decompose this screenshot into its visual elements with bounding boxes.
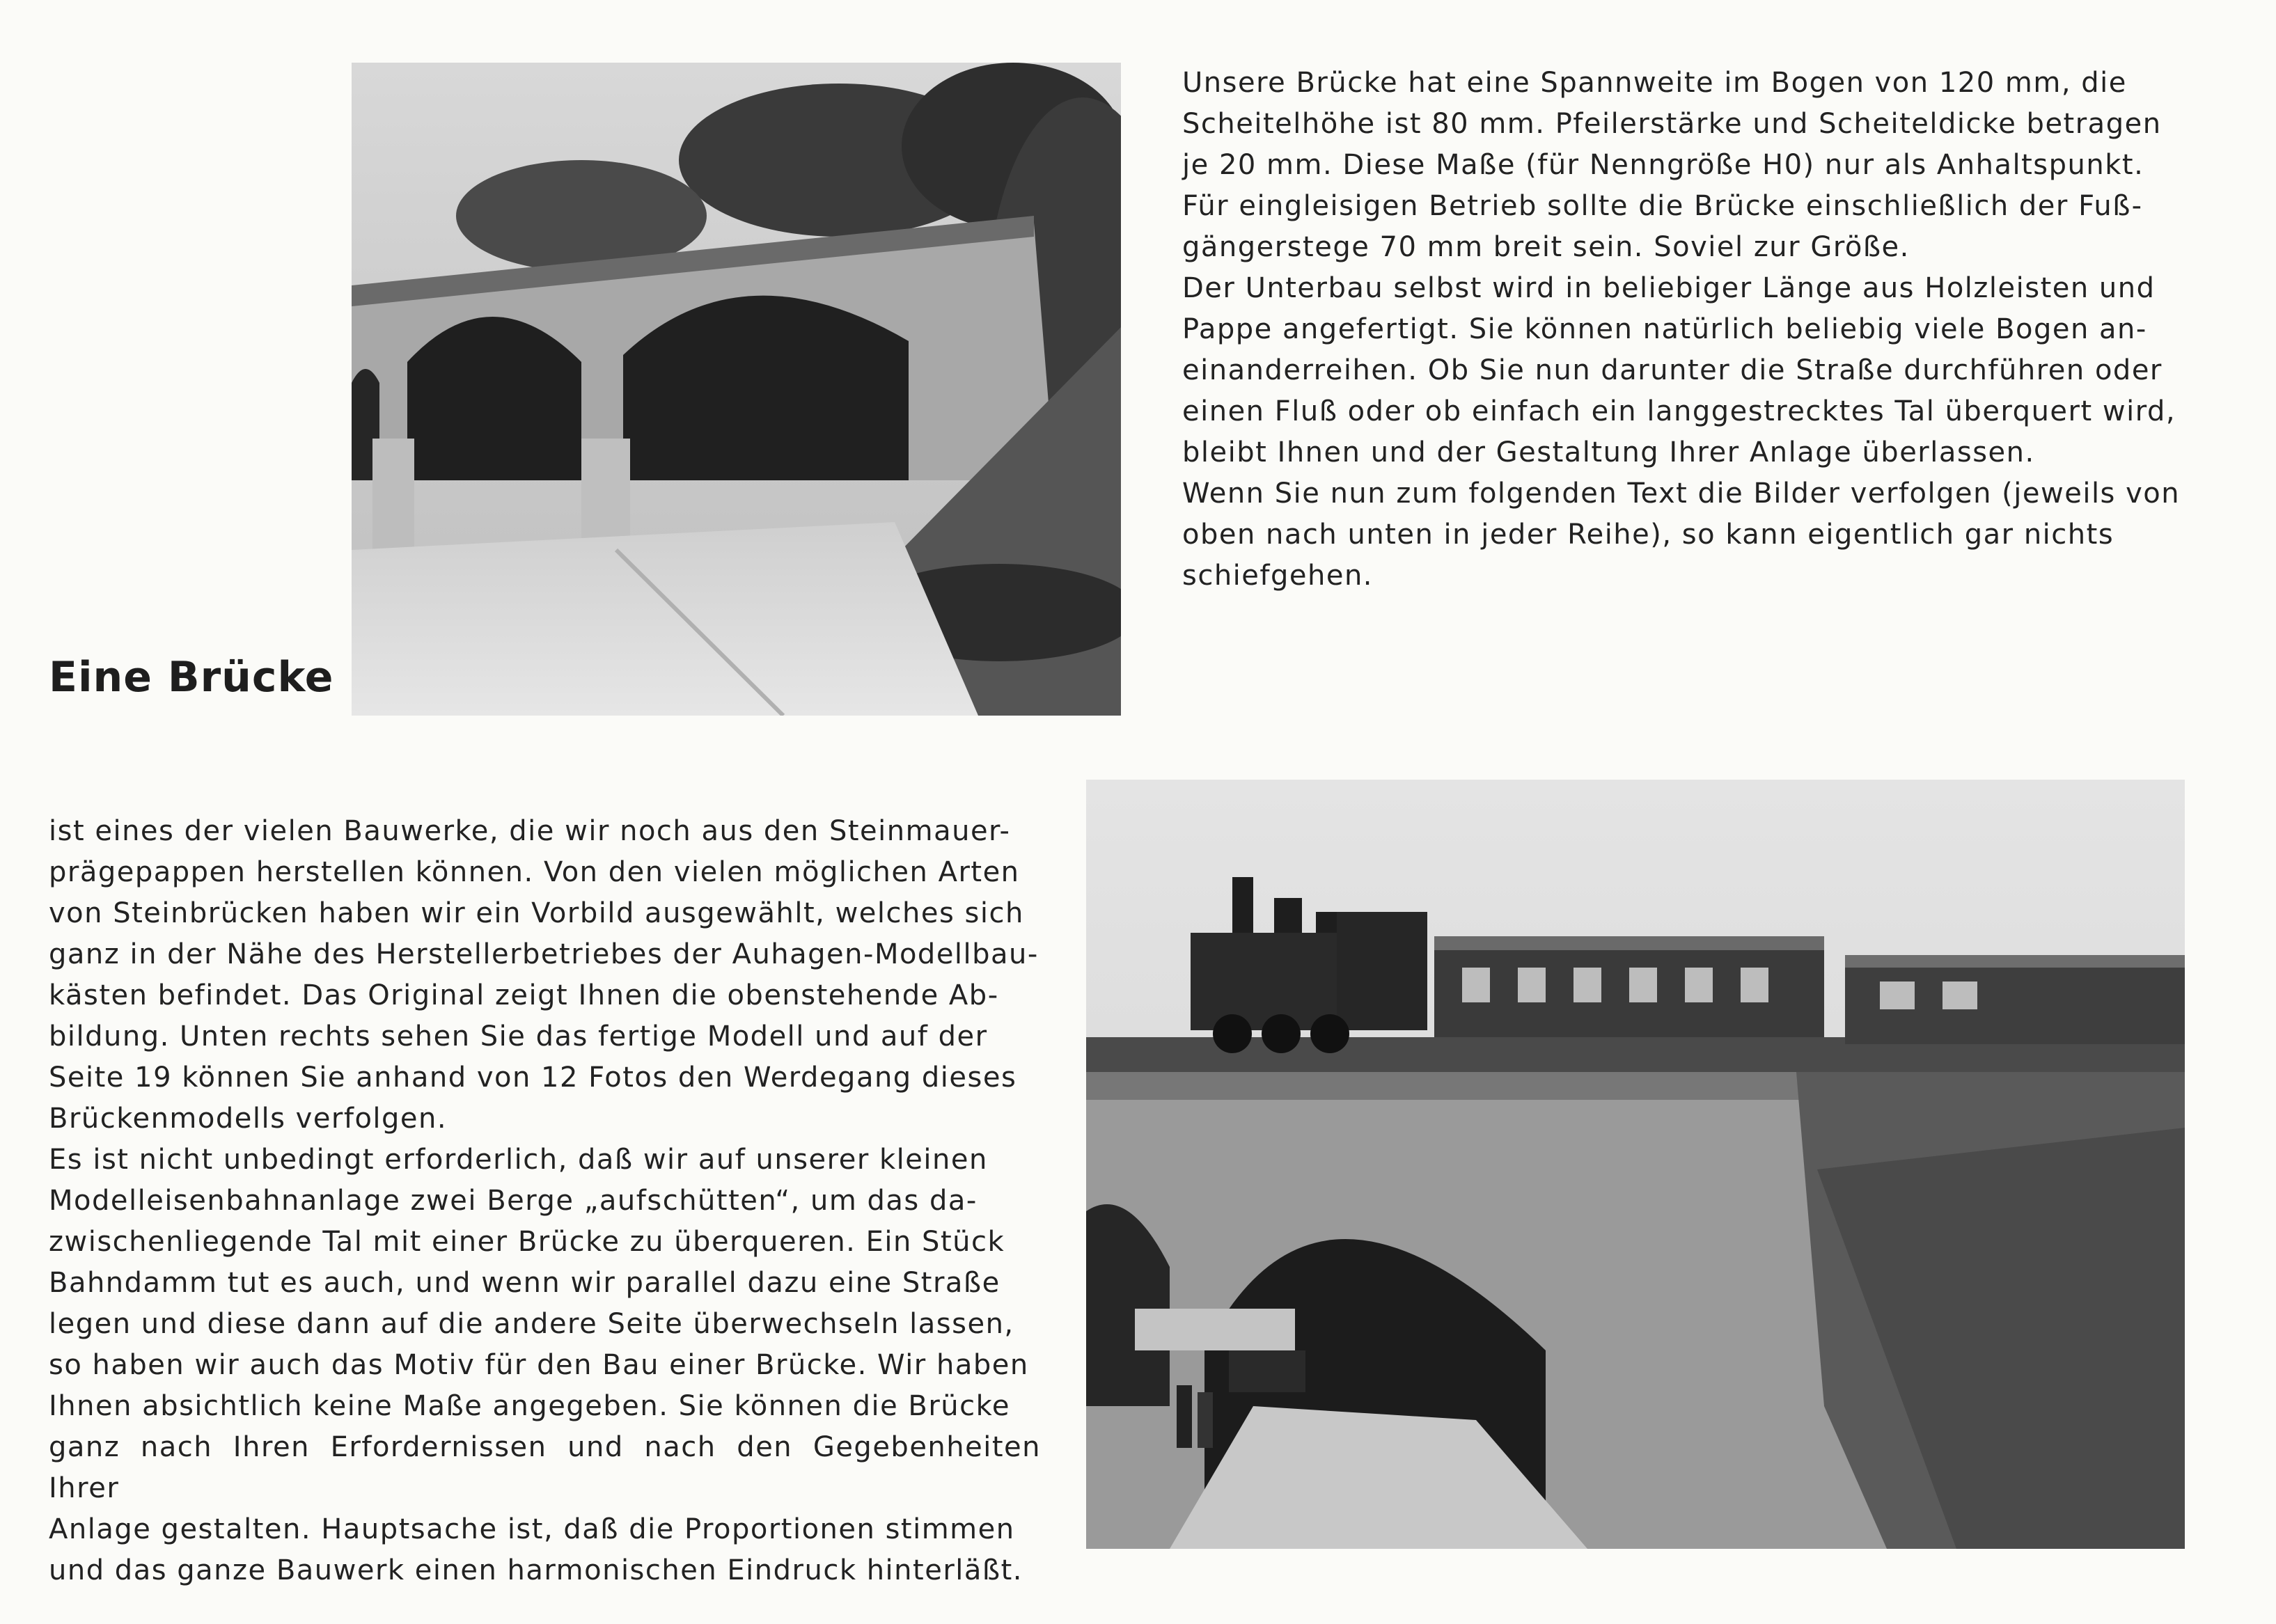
intro-paragraph [1182,63,2185,597]
body-paragraph [49,811,1041,1591]
body-line: ganz in der Nähe des Herstellerbetriebes der Auhagen-Modellbau- [49,938,1039,970]
body-line: ist eines der vielen Bauwerke, die wir noch aus den Steinmauer- [49,815,1011,847]
body-line: ganz nach Ihren Erfordernissen und nach den Gegebenheiten Ihrer [49,1431,1041,1504]
intro-line: Für eingleisigen Betrieb sollte die Brücke einschließlich der Fuß- [1182,190,2143,222]
body-line: Es ist nicht unbedingt erforderlich, daß wir auf unserer kleinen [49,1144,988,1176]
body-line: von Steinbrücken haben wir ein Vorbild ausgewählt, welches sich [49,897,1024,929]
intro-line: einanderreihen. Ob Sie nun darunter die Straße durchführen oder [1182,354,2163,386]
intro-line: Pappe angefertigt. Sie können natürlich beliebig viele Bogen an- [1182,313,2147,345]
intro-line: Scheitelhöhe ist 80 mm. Pfeilerstärke und Scheiteldicke betragen [1182,108,2162,140]
body-line: Seite 19 können Sie anhand von 12 Fotos den Werdegang dieses [49,1062,1017,1094]
intro-line: oben nach unten in jeder Reihe), so kann eigentlich gar nichts [1182,519,2114,551]
intro-line: bleibt Ihnen und der Gestaltung Ihrer Anlage überlassen. [1182,436,2035,468]
body-line: prägepappen herstellen können. Von den vielen möglichen Arten [49,856,1020,888]
intro-line: gängerstege 70 mm breit sein. Soviel zur Größe. [1182,231,1910,263]
body-line: bildung. Unten rechts sehen Sie das fertige Modell und auf der [49,1020,988,1053]
page-title: Eine Brücke [49,653,334,702]
body-line: Brückenmodells verfolgen. [49,1103,448,1135]
intro-line: je 20 mm. Diese Maße (für Nenngröße H0) nur als Anhaltspunkt. [1182,149,2144,181]
body-line: und das ganze Bauwerk einen harmonischen Eindruck hinterläßt. [49,1554,1023,1586]
intro-line: Unsere Brücke hat eine Spannweite im Bogen von 120 mm, die [1182,67,2127,99]
body-line: so haben wir auch das Motiv für den Bau einer Brücke. Wir haben [49,1349,1029,1381]
body-line: legen und diese dann auf die andere Seite überwechseln lassen, [49,1308,1014,1340]
body-line: Anlage gestalten. Hauptsache ist, daß die Proportionen stimmen [49,1513,1015,1545]
body-line: Bahndamm tut es auch, und wenn wir parallel dazu eine Straße [49,1267,1000,1299]
intro-line: Der Unterbau selbst wird in beliebiger Länge aus Holzleisten und [1182,272,2156,304]
body-line: Modelleisenbahnanlage zwei Berge „aufschütten“, um das da- [49,1185,978,1217]
bridge-model-photo [1086,780,2185,1549]
body-line: zwischenliegende Tal mit einer Brücke zu überqueren. Ein Stück [49,1226,1005,1258]
intro-line: Wenn Sie nun zum folgenden Text die Bilder verfolgen (jeweils von [1182,478,2181,510]
intro-line: schiefgehen. [1182,560,1374,592]
body-line: kästen befindet. Das Original zeigt Ihnen die obenstehende Ab- [49,979,999,1011]
bridge-original-photo [352,63,1121,716]
intro-line: einen Fluß oder ob einfach ein langgestrecktes Tal überquert wird, [1182,395,2176,427]
body-line: Ihnen absichtlich keine Maße angegeben. Sie können die Brücke [49,1390,1010,1422]
